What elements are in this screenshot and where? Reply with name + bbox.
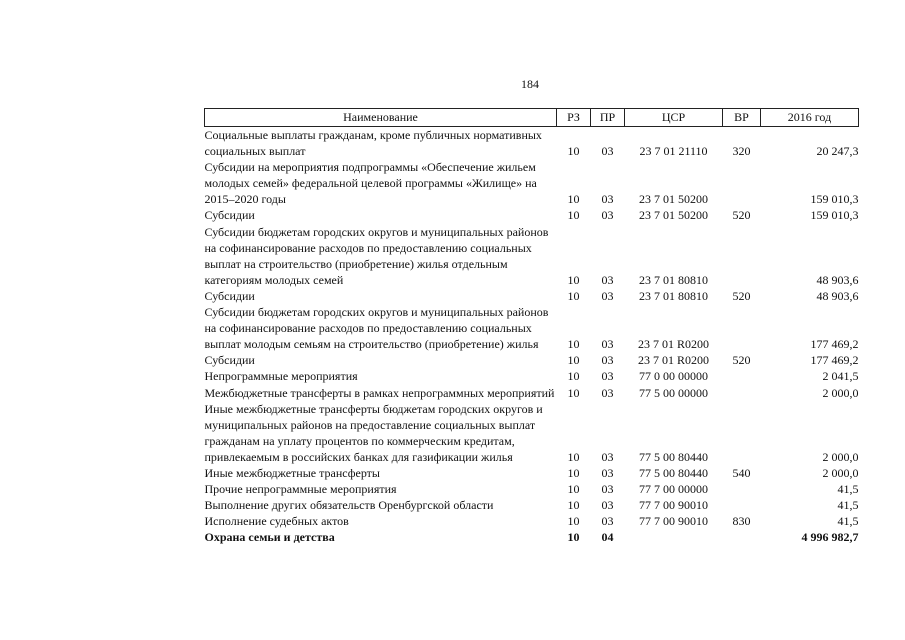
row-name: Субсидии бюджетам городских округов и муниципальных районов на софинансирование расходов по предоставлению социальных выплат на строительство (приобретение) жилья отдельным категориям молодых семей [204, 224, 549, 287]
table-row [205, 385, 859, 401]
row-rz: 10 [567, 465, 580, 480]
row-amount: 41,5 [837, 498, 859, 513]
row-vr: 520 [732, 288, 751, 303]
row-pr: 03 [601, 337, 614, 352]
row-vr: 520 [732, 208, 751, 223]
header-rz: РЗ [557, 109, 591, 127]
row-csr [625, 529, 723, 545]
budget-table [204, 108, 859, 545]
row-vr [723, 368, 761, 384]
table-row [205, 481, 859, 497]
row-vr [723, 401, 761, 465]
row-amount: 2 000,0 [822, 449, 859, 464]
row-name: Субсидии [204, 288, 255, 303]
header-year: 2016 год [761, 109, 859, 127]
row-amount: 41,5 [837, 514, 859, 529]
row-amount: 4 996 982,7 [801, 530, 859, 545]
row-name: Иные межбюджетные трансферты бюджетам городских округов и муниципальных районов на предоставление социальных выплат гражданам на уплату процентов по коммерческим кредитам, привлекаемым в российских банках для газификации жилья [204, 401, 543, 464]
row-csr: 23 7 01 80810 [639, 272, 708, 287]
row-rz: 10 [567, 498, 580, 513]
row-pr: 03 [601, 272, 614, 287]
row-vr [723, 304, 761, 352]
row-name: Субсидии [204, 353, 255, 368]
row-amount: 177 469,2 [810, 353, 859, 368]
row-pr: 03 [601, 449, 614, 464]
row-pr: 03 [601, 482, 614, 497]
row-vr [723, 481, 761, 497]
row-pr: 03 [601, 369, 614, 384]
row-amount: 177 469,2 [810, 337, 859, 352]
row-vr: 520 [732, 353, 751, 368]
row-csr: 23 7 01 50200 [639, 208, 708, 223]
row-pr: 03 [601, 192, 614, 207]
row-csr: 23 7 01 21110 [639, 144, 708, 159]
row-rz: 10 [567, 288, 580, 303]
table-row [205, 127, 859, 160]
row-pr: 03 [601, 514, 614, 529]
row-vr [723, 497, 761, 513]
row-name: Субсидии бюджетам городских округов и муниципальных районов на софинансирование расходов по предоставлению социальных выплат молодым семьям на строительство (приобретение) жилья [204, 305, 549, 352]
row-rz: 10 [567, 514, 580, 529]
row-rz: 10 [567, 192, 580, 207]
row-vr: 320 [732, 144, 751, 159]
row-csr: 77 5 00 80440 [639, 449, 708, 464]
table-row [205, 497, 859, 513]
row-pr: 03 [601, 208, 614, 223]
header-pr: ПР [591, 109, 625, 127]
row-rz: 10 [567, 449, 580, 464]
row-vr: 830 [732, 514, 751, 529]
row-csr: 77 5 00 80440 [639, 465, 708, 480]
row-rz: 10 [567, 369, 580, 384]
row-pr: 03 [601, 353, 614, 368]
row-amount: 48 903,6 [816, 288, 859, 303]
row-name: Прочие непрограммные мероприятия [204, 482, 397, 497]
row-name: Исполнение судебных актов [204, 514, 349, 529]
row-csr: 23 7 01 50200 [639, 192, 708, 207]
row-amount: 48 903,6 [816, 272, 859, 287]
table-row [205, 529, 859, 545]
row-amount: 41,5 [837, 482, 859, 497]
row-amount: 159 010,3 [810, 208, 859, 223]
row-name: Иные межбюджетные трансферты [204, 465, 380, 480]
row-csr: 23 7 01 80810 [639, 288, 708, 303]
row-rz: 10 [567, 272, 580, 287]
row-rz: 10 [567, 530, 580, 545]
row-name: Межбюджетные трансферты в рамках непрограммных мероприятий [204, 385, 555, 400]
row-name: Выполнение других обязательств Оренбургской области [204, 498, 494, 513]
row-csr: 23 7 01 R0200 [637, 353, 709, 368]
header-name: Наименование [205, 109, 557, 127]
row-csr: 77 0 00 00000 [639, 369, 708, 384]
row-pr: 03 [601, 385, 614, 400]
row-csr: 77 7 00 00000 [639, 482, 708, 497]
row-pr: 03 [601, 498, 614, 513]
row-pr: 03 [601, 144, 614, 159]
table-header [205, 109, 859, 127]
row-rz: 10 [567, 144, 580, 159]
row-csr: 77 7 00 90010 [639, 514, 708, 529]
header-csr: ЦСР [625, 109, 723, 127]
row-rz: 10 [567, 337, 580, 352]
table-row [205, 401, 859, 465]
table-row [205, 224, 859, 288]
row-amount: 2 041,5 [822, 369, 859, 384]
row-vr [723, 159, 761, 207]
table-row [205, 513, 859, 529]
row-amount: 159 010,3 [810, 192, 859, 207]
row-pr: 03 [601, 288, 614, 303]
row-amount: 2 000,0 [822, 385, 859, 400]
row-pr: 03 [601, 465, 614, 480]
row-csr: 23 7 01 R0200 [637, 337, 709, 352]
table-row [205, 465, 859, 481]
row-name: Непрограммные мероприятия [204, 369, 358, 384]
row-name: Социальные выплаты гражданам, кроме публичных нормативных социальных выплат [204, 128, 542, 159]
row-vr [723, 385, 761, 401]
table-row [205, 304, 859, 352]
row-csr: 77 7 00 90010 [639, 498, 708, 513]
row-rz: 10 [567, 385, 580, 400]
table-row [205, 159, 859, 207]
table-row [205, 368, 859, 384]
table-row [205, 207, 859, 223]
row-amount: 20 247,3 [816, 144, 859, 159]
page-number: 184 [521, 77, 539, 91]
row-name: Субсидии на мероприятия подпрограммы «Обеспечение жильем молодых семей» федеральной целевой программы «Жилище» на 2015–2020 годы [204, 160, 537, 207]
row-rz: 10 [567, 482, 580, 497]
row-amount: 2 000,0 [822, 465, 859, 480]
table-body [205, 127, 859, 546]
row-name: Субсидии [204, 208, 255, 223]
header-vr: ВР [723, 109, 761, 127]
table-row [205, 288, 859, 304]
row-vr: 540 [732, 465, 751, 480]
row-vr [723, 529, 761, 545]
row-csr: 77 5 00 00000 [639, 385, 708, 400]
row-vr [723, 224, 761, 288]
row-pr: 04 [601, 530, 614, 545]
row-rz: 10 [567, 353, 580, 368]
table-row [205, 352, 859, 368]
row-name: Охрана семьи и детства [204, 530, 335, 545]
row-rz: 10 [567, 208, 580, 223]
